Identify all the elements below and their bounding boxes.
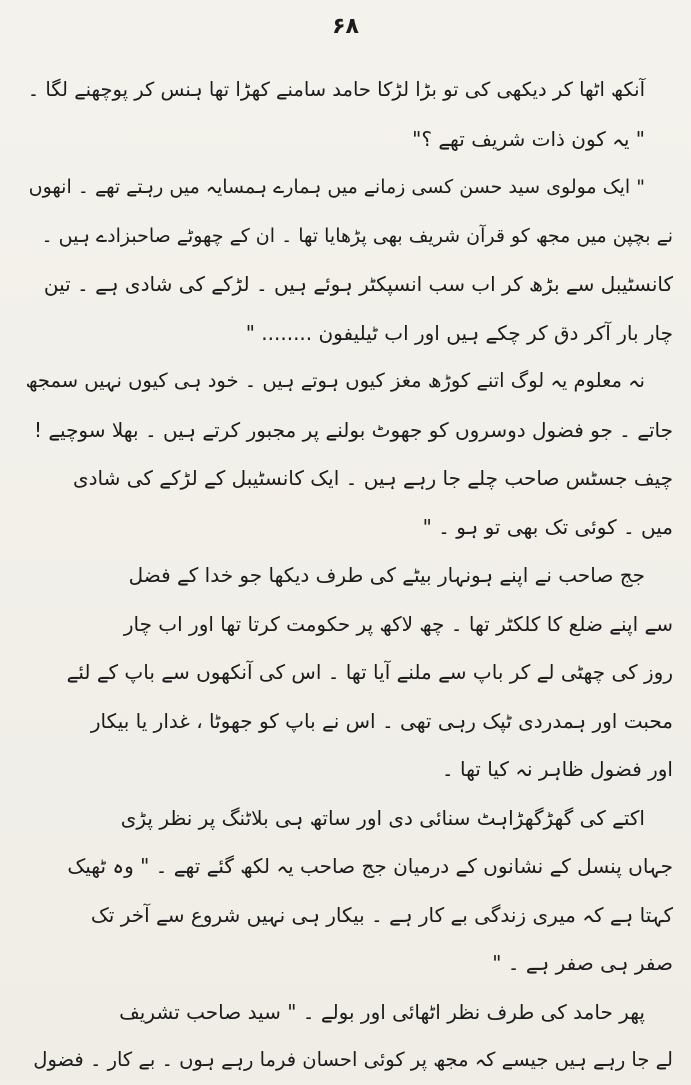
text-line: آنکھ اٹھا کر دیکھی کی تو بڑا لڑکا حامد سامنے کھڑا تھا ہنس کر پوچھنے لگا ۔ xyxy=(27,78,645,101)
text-line: محبت اور ہمدردی ٹپک رہی تھی ۔ اس نے باپ کو جھوٹا ، غدار یا بیکار xyxy=(90,708,673,733)
text-line: " ایک مولوی سید حسن کسی زمانے میں ہمارے ہمسایہ میں رہتے تھے ۔ انھوں xyxy=(28,176,645,198)
text-line: روز کی چھٹی لے کر باپ سے ملنے آیا تھا ۔ اس کی آنکھوں سے باپ کے لئے xyxy=(66,660,673,684)
text-line: اور فضول ظاہر نہ کیا تھا ۔ xyxy=(441,757,673,781)
text-line: جج صاحب نے اپنے ہونہار بیٹے کی طرف دیکھا جو خدا کے فضل xyxy=(128,563,645,587)
text-line: نے بچپن میں مجھ کو قرآن شریف بھی پڑھایا تھا ۔ ان کے چھوٹے صاحبزادے ہیں ۔ xyxy=(41,224,673,247)
text-line: نہ معلوم یہ لوگ اتنے کوڑھ مغز کیوں ہوتے ہیں ۔ خود ہی کیوں نہیں سمجھ xyxy=(26,369,645,392)
text-line: چیف جسٹس صاحب چلے جا رہے ہیں ۔ ایک کانسٹیبل کے لڑکے کی شادی xyxy=(72,466,673,490)
text-line: جاتے ۔ جو فضول دوسروں کو جھوٹ بولنے پر مجبور کرتے ہیں ۔ بھلا سوچیے ! xyxy=(33,417,673,442)
text-line: کہتا ہے کہ میری زندگی بے کار ہے ۔ بیکار ہی نہیں شروع سے آخر تک xyxy=(90,902,673,927)
text-line: کانسٹیبل سے بڑھ کر اب سب انسپکٹر ہوئے ہیں ۔ لڑکے کی شادی ہے ۔ تین xyxy=(43,272,673,296)
text-line: جہاں پنسل کے نشانوں کے درمیان جج صاحب یہ لکھ گئے تھے ۔ " وہ ٹھیک xyxy=(67,854,673,878)
text-line: چار بار آکر دق کر چکے ہیں اور اب ٹیلیفون ........ " xyxy=(245,320,673,345)
text-line: سے اپنے ضلع کا کلکٹر تھا ۔ چھ لاکھ پر حکومت کرتا تھا اور اب چار xyxy=(123,611,673,636)
body-text xyxy=(26,66,673,1085)
text-line: صفر ہی صفر ہے ۔ " xyxy=(492,951,673,975)
text-line: پھر حامد کی طرف نظر اٹھائی اور بولے ۔ " سید صاحب تشریف xyxy=(119,999,645,1024)
text-line: اکتے کی گھڑگھڑاہٹ سنائی دی اور ساتھ ہی بلاٹنگ پر نظر پڑی xyxy=(120,805,645,830)
text-line: میں ۔ کوئی تک بھی تو ہو ۔ " xyxy=(422,514,673,539)
text-line: لے جا رہے ہیں جیسے کہ مجھ پر کوئی احسان فرما رہے ہوں ۔ بے کار ۔ فضول xyxy=(33,1048,673,1071)
text-line: " یہ کون ذات شریف تھے ؟" xyxy=(412,126,645,151)
page-number: ۶۸ xyxy=(332,14,359,39)
